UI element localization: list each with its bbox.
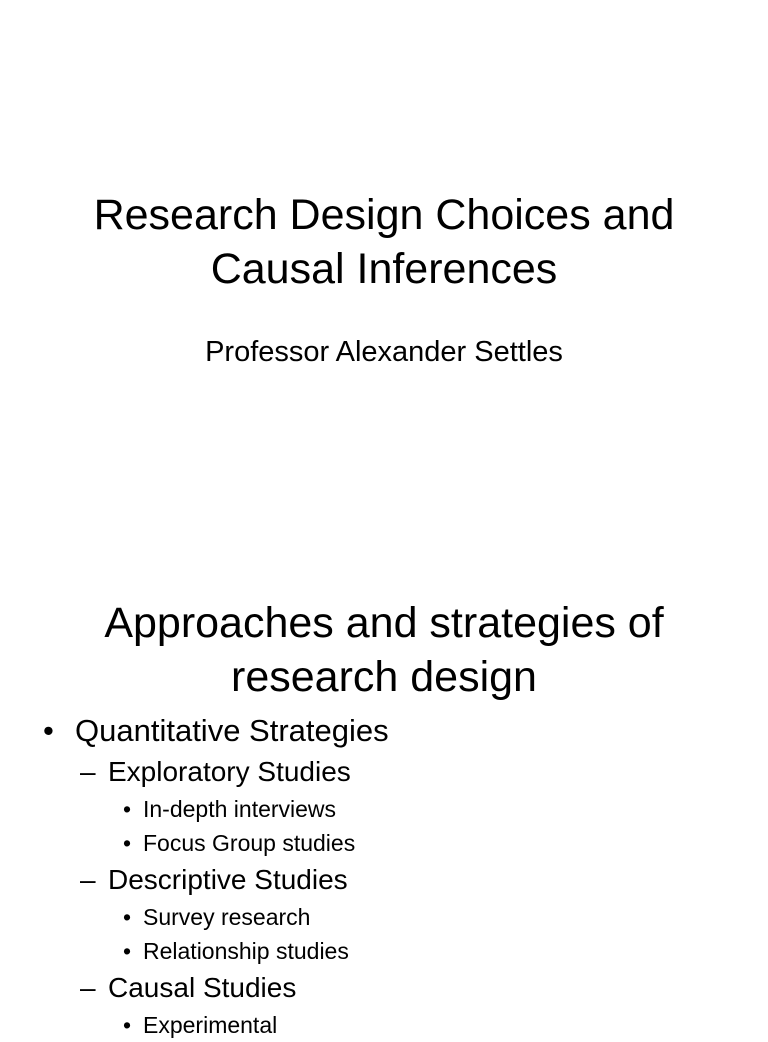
bullet-marker: • [123,938,132,964]
bullet-item [0,1008,768,1042]
bullet-item [0,792,768,826]
bullet-marker: – [80,756,96,787]
bullet-text: Experimental [143,1012,278,1038]
bullet-text: Descriptive Studies [108,864,348,895]
bullet-item [0,968,768,1008]
bullet-item [0,860,768,900]
bullet-text: Causal Studies [108,972,297,1003]
bullet-text: Quantitative Strategies [75,713,389,748]
bullet-list [0,710,768,1042]
bullet-item [0,710,768,752]
slide-2-title [0,596,768,704]
bullet-item [0,900,768,934]
bullet-text: Relationship studies [143,938,349,964]
bullet-text: Survey research [143,904,311,930]
bullet-marker: • [123,830,132,856]
bullet-marker: • [123,904,132,930]
bullet-marker: • [123,1012,132,1038]
slide-2-title-line-1: Approaches and strategies of [104,599,664,647]
bullet-text: Focus Group studies [143,830,356,856]
slide-1-subtitle: Professor Alexander Settles [205,336,563,368]
slide-2-title-line-2: research design [231,653,537,701]
bullet-marker: • [123,796,132,822]
bullet-text: In-depth interviews [143,796,337,822]
slide-1-title [0,188,768,296]
slide-1-title-line-2: Causal Inferences [210,245,558,293]
bullet-marker: • [43,713,54,748]
bullet-item [0,826,768,860]
bullet-marker: – [80,972,96,1003]
bullet-marker: – [80,864,96,895]
slide-1-title-line-1: Research Design Choices and [93,191,675,239]
bullet-item [0,934,768,968]
bullet-item [0,752,768,792]
bullet-text: Exploratory Studies [108,756,351,787]
slide-2 [0,576,768,1038]
